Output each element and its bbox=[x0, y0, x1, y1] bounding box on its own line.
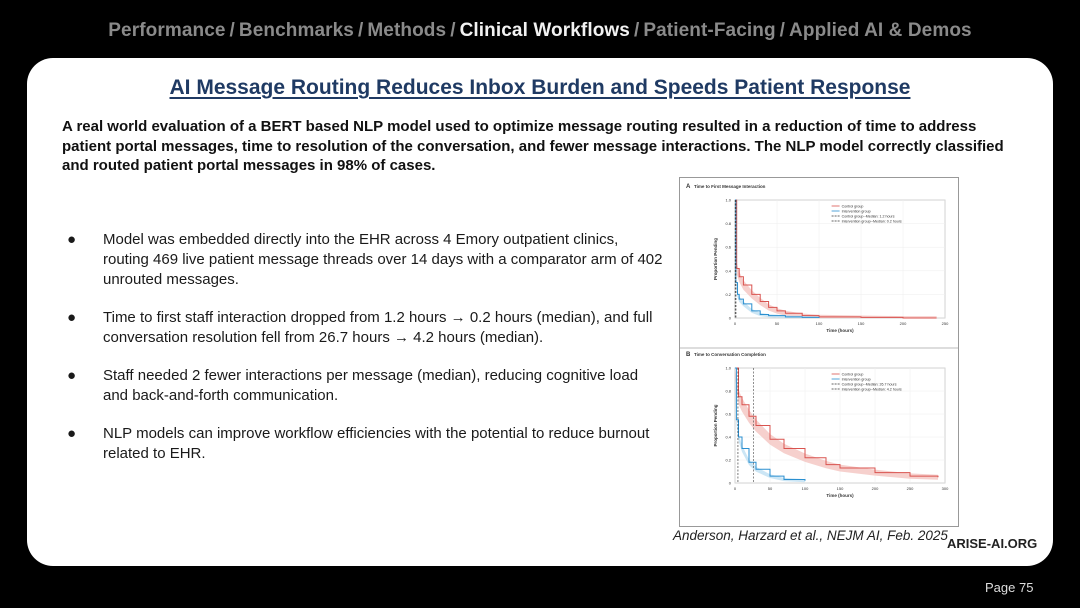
chart-a-legend-label: Intervention group--Median: 0.2 hours bbox=[841, 219, 902, 224]
slide-card bbox=[27, 58, 1053, 566]
chart-b-legend-label: Intervention group--Median: 4.2 hours bbox=[841, 387, 902, 392]
chart-b-xtick: 200 bbox=[871, 486, 879, 491]
nav-item-patient-facing[interactable]: Patient-Facing bbox=[643, 20, 776, 41]
bullet-item bbox=[65, 308, 665, 348]
chart-a-xtick: 150 bbox=[857, 321, 865, 326]
chart-b-ytick: 0.6 bbox=[725, 411, 731, 417]
chart-b-letter: B bbox=[686, 352, 691, 358]
bullet-text: Model was embedded directly into the EHR across 4 Emory outpatient clinics, routing 469 live patient message threads over 14 days with a comparator arm of 402 unrouted messages. bbox=[103, 231, 663, 288]
bullet-icon: ● bbox=[67, 425, 77, 442]
chart-a-letter: A bbox=[686, 184, 691, 190]
chart-a-ytick: 0.8 bbox=[725, 221, 731, 227]
nav-item-performance[interactable]: Performance bbox=[108, 20, 226, 41]
chart-a-xlabel: Time (hours) bbox=[826, 328, 854, 333]
chart-a-ytick: 0.4 bbox=[725, 268, 731, 274]
chart-b-ytick: 0.2 bbox=[725, 457, 731, 463]
nav-separator: / bbox=[779, 20, 786, 41]
figure-svg bbox=[680, 178, 958, 526]
bullet-icon: ● bbox=[67, 367, 77, 384]
chart-b-ytick: 1.0 bbox=[725, 365, 731, 371]
chart-a-legend-label: Control group--Median: 1.2 hours bbox=[841, 214, 895, 219]
chart-b-legend-label: Intervention group bbox=[841, 377, 871, 382]
bullet-item bbox=[65, 366, 665, 406]
chart-b-xtick: 50 bbox=[767, 486, 773, 491]
chart-b-xtick: 250 bbox=[906, 486, 914, 491]
chart-a-ytick: 1.0 bbox=[725, 197, 731, 203]
chart-a-xtick: 50 bbox=[774, 321, 780, 326]
nav-separator: / bbox=[229, 20, 235, 41]
org-logo-text: ARISE-AI.ORG bbox=[947, 536, 1038, 551]
nav-item-methods[interactable]: Methods bbox=[367, 20, 447, 41]
bullet-icon: ● bbox=[67, 309, 77, 326]
bullet-item bbox=[65, 424, 665, 464]
chart-a-ytick: 0.2 bbox=[725, 291, 731, 297]
chart-a-legend-label: Control group bbox=[841, 204, 864, 209]
chart-a-legend-label: Intervention group bbox=[841, 209, 871, 214]
chart-b-ytick: 0 bbox=[728, 480, 731, 486]
kaplan-meier-figure bbox=[679, 177, 959, 527]
nav-separator: / bbox=[357, 20, 364, 41]
nav-item-applied-ai-demos[interactable]: Applied AI & Demos bbox=[789, 20, 972, 41]
citation: Anderson, Harzard et al., NEJM AI, Feb. 2025 bbox=[673, 528, 948, 543]
chart-a-xtick: 0 bbox=[733, 321, 737, 326]
chart-b-legend-label: Control group bbox=[841, 372, 864, 377]
chart-a-xtick: 200 bbox=[899, 321, 907, 326]
bullet-text: NLP models can improve workflow efficiencies with the potential to reduce burnout related to EHR. bbox=[103, 425, 650, 462]
slide-title: AI Message Routing Reduces Inbox Burden and Speeds Patient Response bbox=[169, 76, 911, 99]
chart-b-xtick: 100 bbox=[801, 486, 809, 491]
nav-item-clinical-workflows[interactable]: Clinical Workflows bbox=[459, 20, 630, 41]
nav-separator: / bbox=[450, 20, 456, 41]
bullet-item bbox=[65, 230, 665, 290]
chart-a-ytick: 0.6 bbox=[725, 244, 731, 250]
chart-a-ylabel: Proportion Pending bbox=[713, 238, 718, 280]
chart-b-xtick: 0 bbox=[733, 486, 737, 491]
chart-b-title: Time to Conversation Completion bbox=[694, 352, 766, 357]
chart-b-ylabel: Proportion Pending bbox=[713, 404, 718, 447]
bullet-icon: ● bbox=[67, 231, 77, 248]
chart-a-xtick: 100 bbox=[815, 321, 823, 326]
breadcrumb-nav bbox=[0, 20, 1080, 42]
summary-text: A real world evaluation of a BERT based NLP model used to optimize message routing resulted in a reduction of time to address patient portal messages, time to resolution of the conversation, and fewer message interactions. The NLP model correctly classified and routed patient portal messages in 98% of cases. bbox=[62, 118, 1004, 174]
chart-b-ytick: 0.4 bbox=[725, 434, 731, 440]
bullet-text: Staff needed 2 fewer interactions per message (median), reducing cognitive load and back-and-forth communication. bbox=[103, 367, 639, 404]
nav-item-benchmarks[interactable]: Benchmarks bbox=[238, 20, 354, 41]
chart-a-ytick: 0 bbox=[728, 315, 731, 321]
chart-b-ytick: 0.8 bbox=[725, 388, 731, 394]
page-number: Page 75 bbox=[985, 580, 1034, 595]
bullet-text: Time to first staff interaction dropped from 1.2 hours → 0.2 hours (median), and full conversation resolution fell from 26.7 hours → 4.2 hours (median). bbox=[103, 309, 653, 346]
chart-b-legend-label: Control group--Median: 26.7 hours bbox=[841, 382, 897, 387]
chart-a-plot-area bbox=[735, 200, 945, 318]
bullet-list bbox=[65, 230, 665, 482]
chart-a-title: Time to First Message Interaction bbox=[694, 184, 766, 189]
chart-b-xtick: 150 bbox=[836, 486, 844, 491]
chart-a-xtick: 250 bbox=[941, 321, 949, 326]
nav-separator: / bbox=[633, 20, 640, 41]
chart-b-xtick: 300 bbox=[941, 486, 949, 491]
chart-b-xlabel: Time (hours) bbox=[826, 493, 854, 498]
